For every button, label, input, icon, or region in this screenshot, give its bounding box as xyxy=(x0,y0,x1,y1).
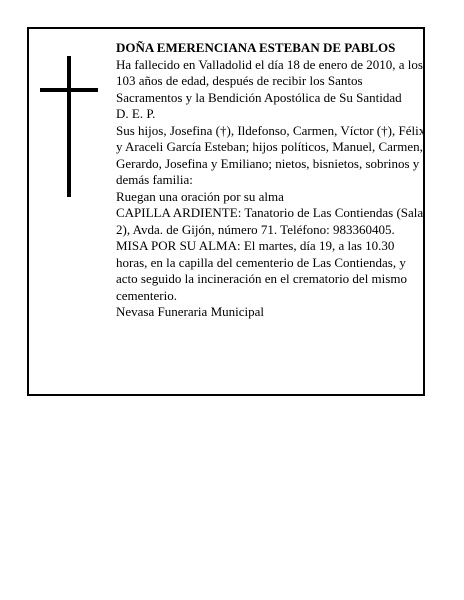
rip-line: D. E. P. xyxy=(116,106,156,121)
death-announcement: Ha fallecido en Valladolid el día 18 de enero de 2010, a los 103 años de edad, después de recibir los Santos Sacramentos y la Bendición Apostólica de Su Santidad xyxy=(116,56,423,105)
family-list: Sus hijos, Josefina (†), Ildefonso, Carmen, Víctor (†), Félix y Araceli García Esteban; hijos políticos, Manuel, Carmen, Gerardo, Josefina y Emiliano; nietos, bisnietos, sobrinos y demás familia: xyxy=(116,122,426,187)
chapel-info: CAPILLA ARDIENTE: Tanatorio de Las Contiendas (Sala 2), Avda. de Gijón, número 71. Teléfono: 983360405. xyxy=(116,205,424,237)
deceased-name: DOÑA EMERENCIANA ESTEBAN DE PABLOS xyxy=(116,40,396,55)
obituary-notice xyxy=(27,27,425,396)
cross-vertical-bar xyxy=(67,56,71,197)
notice-text xyxy=(116,40,426,321)
latin-cross-icon xyxy=(40,56,98,197)
funeral-home: Nevasa Funeraria Municipal xyxy=(116,304,265,319)
prayer-request: Ruegan una oración por su alma xyxy=(116,188,284,204)
cross-horizontal-bar xyxy=(40,88,98,92)
mass-info: MISA POR SU ALMA: El martes, día 19, a las 10.30 horas, en la capilla del cementerio de Las Contiendas, y acto seguido la incineración en el crematorio del mismo cementerio. xyxy=(116,238,407,303)
